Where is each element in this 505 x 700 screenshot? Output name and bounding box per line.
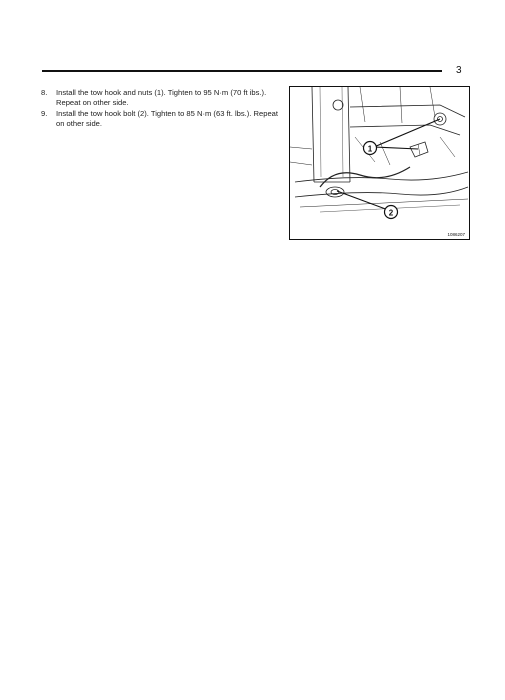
instruction-steps xyxy=(41,88,281,130)
page-number: 3 xyxy=(456,65,462,76)
tow-hook-line-drawing xyxy=(290,87,469,239)
tow-hook-illustration xyxy=(289,86,470,240)
step-item xyxy=(41,88,281,108)
figure-id: 1086207 xyxy=(447,232,465,237)
callout-2-label: 2 xyxy=(388,208,394,218)
step-number: 9. xyxy=(41,109,48,118)
step-text: Install the tow hook bolt (2). Tighten to 85 N·m (63 ft. lbs.). Repeat on other side. xyxy=(56,109,279,128)
header-rule xyxy=(42,70,442,72)
step-item xyxy=(41,109,281,129)
step-text: Install the tow hook and nuts (1). Tighten to 95 N·m (70 ft ibs.). Repeat on other side. xyxy=(56,88,267,107)
step-number: 8. xyxy=(41,88,48,97)
callout-1-label: 1 xyxy=(367,144,373,154)
